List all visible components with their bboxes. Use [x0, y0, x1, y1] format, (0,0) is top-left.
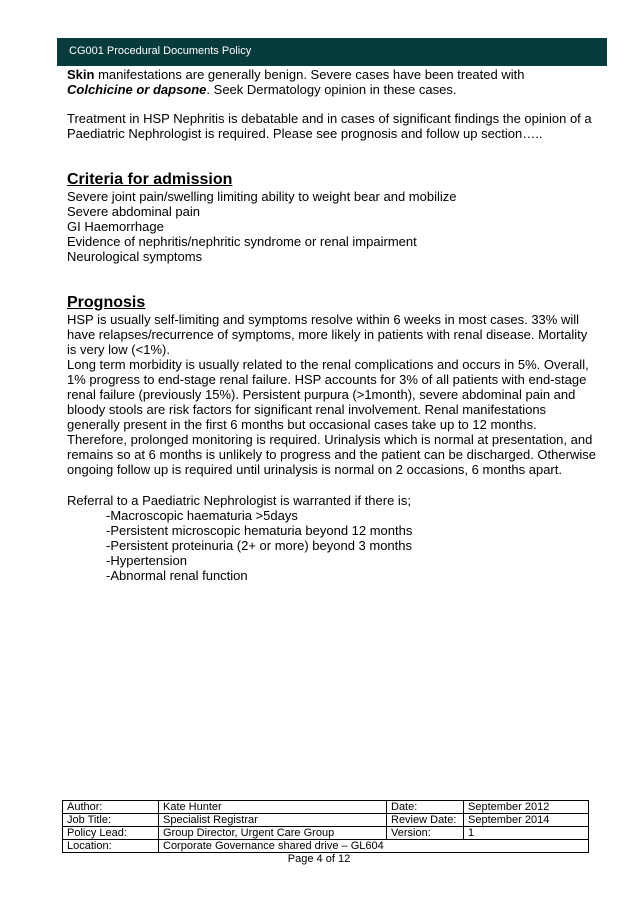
- skin-drug: Colchicine or dapsone: [67, 82, 207, 97]
- version-value: 1: [464, 827, 589, 840]
- criteria-list: [67, 189, 597, 264]
- prognosis-paragraph-2: Long term morbidity is usually related to the renal complications and occurs in 5%. Overall, 1% progress to end-stage renal failure. HSP accounts for 3% of all patients with end-stage renal failure (previously 15%). Persistent purpura (>1month), severe abdominal pain and bloody stools are risk factors for significant renal involvement. Renal manifestations generally present in the first 6 months but occasional cases take up to 12 months. Therefore, prolonged monitoring is required. Urinalysis which is normal at presentation, and remains so at 6 months is unlikely to progress and the patient can be discharged. Otherwise ongoing follow up is required until urinalysis is normal on 2 occasions, 6 months apart.: [67, 357, 596, 477]
- referral-item: -Macroscopic haematuria >5days: [106, 508, 298, 523]
- review-date-label: Review Date:: [387, 814, 464, 827]
- criteria-item: Evidence of nephritis/nephritic syndrome or renal impairment: [67, 234, 417, 249]
- skin-text-2: . Seek Dermatology opinion in these cases.: [206, 82, 457, 97]
- criteria-item: Severe abdominal pain: [67, 204, 200, 219]
- date-label: Date:: [387, 801, 464, 814]
- location-label: Location:: [63, 840, 159, 853]
- prognosis-heading: Prognosis: [67, 294, 146, 311]
- page-number: Page 4 of 12: [287, 853, 351, 865]
- author-value: Kate Hunter: [159, 801, 387, 814]
- criteria-heading: Criteria for admission: [67, 171, 233, 188]
- referral-list: [67, 508, 597, 583]
- document-header-bar: [57, 38, 607, 66]
- referral-intro: Referral to a Paediatric Nephrologist is warranted if there is;: [67, 493, 411, 508]
- referral-item: -Persistent microscopic hematuria beyond 12 months: [106, 523, 413, 538]
- policy-lead-value: Group Director, Urgent Care Group: [159, 827, 387, 840]
- author-label: Author:: [63, 801, 159, 814]
- date-value: September 2012: [464, 801, 589, 814]
- table-row: [63, 827, 589, 840]
- document-control-table: [62, 800, 589, 853]
- prognosis-paragraph-1: HSP is usually self-limiting and symptoms resolve within 6 weeks in most cases. 33% will have relapses/recurrence of symptoms, more likely in patients with renal disease. Mortality is very low (<1%).: [67, 312, 588, 357]
- skin-text-1: manifestations are generally benign. Severe cases have been treated with: [94, 67, 525, 82]
- table-row: [63, 814, 589, 827]
- treatment-paragraph: Treatment in HSP Nephritis is debatable and in cases of significant findings the opinion of a Paediatric Nephrologist is required. Please see prognosis and follow up section…..: [67, 111, 592, 141]
- location-value: Corporate Governance shared drive – GL604: [159, 840, 589, 853]
- skin-paragraph: [67, 67, 597, 97]
- table-row: [63, 840, 589, 853]
- policy-lead-label: Policy Lead:: [63, 827, 159, 840]
- version-label: Version:: [387, 827, 464, 840]
- referral-item: -Hypertension: [106, 553, 187, 568]
- criteria-item: Neurological symptoms: [67, 249, 203, 264]
- referral-item: -Abnormal renal function: [106, 568, 248, 583]
- table-row: [63, 801, 589, 814]
- job-title-label: Job Title:: [63, 814, 159, 827]
- page-content: [67, 67, 597, 583]
- job-title-value: Specialist Registrar: [159, 814, 387, 827]
- review-date-value: September 2014: [464, 814, 589, 827]
- document-header-title: CG001 Procedural Documents Policy: [69, 45, 252, 57]
- criteria-item: Severe joint pain/swelling limiting ability to weight bear and mobilize: [67, 189, 457, 204]
- criteria-item: GI Haemorrhage: [67, 219, 164, 234]
- referral-item: -Persistent proteinuria (2+ or more) beyond 3 months: [106, 538, 413, 553]
- skin-lead: Skin: [67, 67, 95, 82]
